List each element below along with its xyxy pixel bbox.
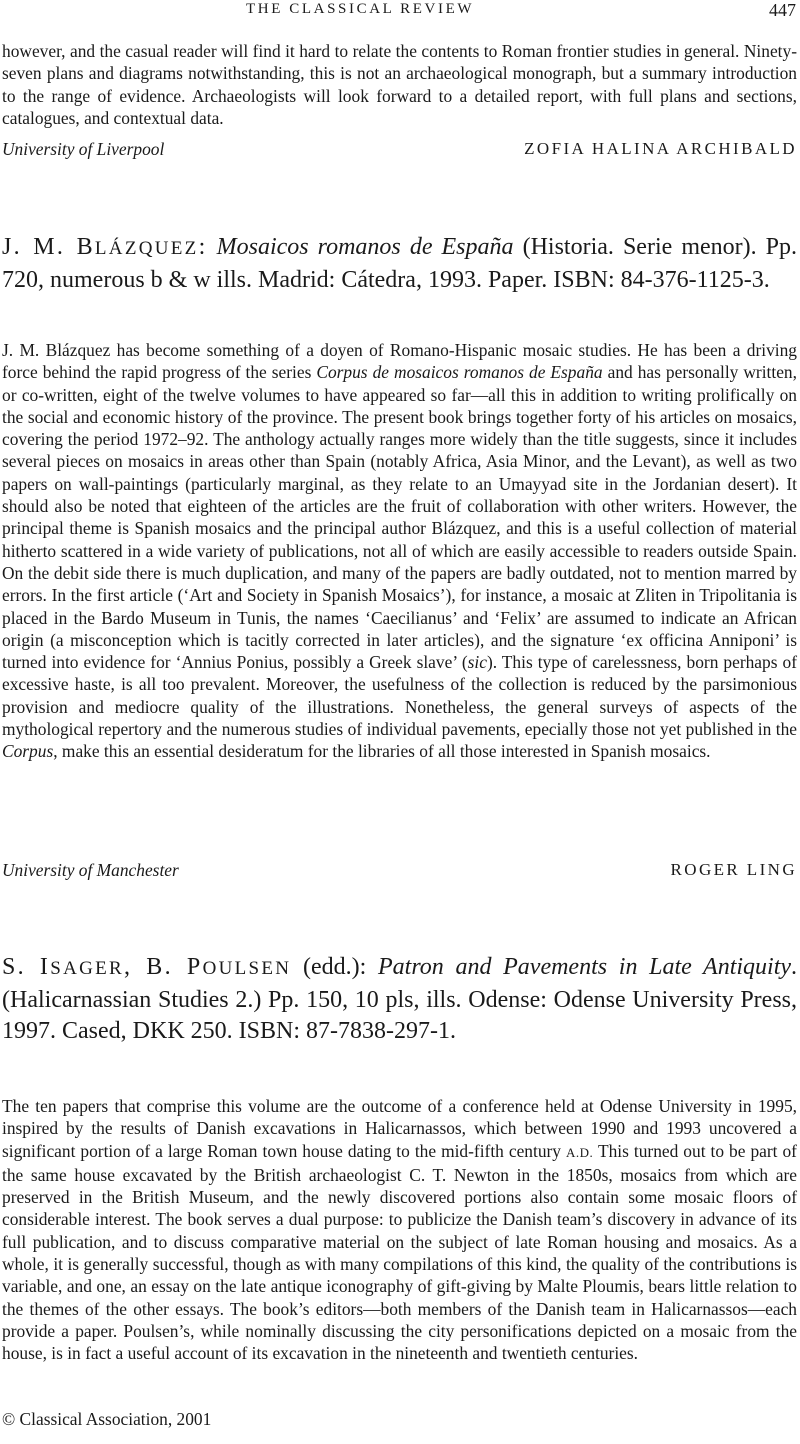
- copyright-notice: © Classical Association, 2001: [2, 1409, 212, 1429]
- review1-signature: [2, 139, 797, 163]
- page-number: 447: [769, 0, 796, 20]
- review2-author: J. M. BLÁZQUEZ:: [2, 234, 208, 260]
- review2-body: J. M. Blázquez has become something of a doyen of Romano-Hispanic mosaic studies. He has been a driving force behind the rapid progress of the series Corpus de mosaicos romanos de España and has personally written, or co-written, eight of the twelve volumes to have appeared so far—all this in addition to writing prolifically on the social and economic history of the province. The present book brings together forty of his articles on mosaics, covering the period 1972–92. The anthology actually ranges more widely than the title suggests, since it includes several pieces on mosaics in areas other than Spain (notably Africa, Asia Minor, and the Levant), as well as two papers on wall-paintings (particularly marginal, as they relate to an Umayyad site in the Jordanian desert). It should also be noted that eighteen of the articles are the fruit of collaboration with other writers. However, the principal theme is Spanish mosaics and the principal author Blázquez, and this is a useful collection of material hitherto scattered in a wide variety of publications, not all of which are easily accessible to readers outside Spain. On the debit side there is much duplication, and many of the papers are badly outdated, not to mention marred by errors. In the first article (‘Art and Society in Spanish Mosaics’), for instance, a mosaic at Zliten in Tripolitania is placed in the Bardo Museum in Tunis, the names ‘Caecilianus’ and ‘Felix’ are assumed to indicate an African origin (a misconception which is tacitly corrected in later articles), and the signature ‘ex officina Anniponi’ is turned into evidence for ‘Annius Ponius, possibly a Greek slave’ (sic). This type of carelessness, born perhaps of excessive haste, is all too prevalent. Moreover, the usefulness of the collection is reduced by the parsimonious provision and mediocre quality of the illustrations. Nonetheless, the general surveys of aspects of the mythological repertory and the numerous studies of individual pavements, epecially those not yet published in the Corpus, make this an essential desideratum for the libraries of all those interested in Spanish mosaics.: [2, 340, 797, 762]
- review1-tail-paragraph: however, and the casual reader will find it hard to relate the contents to Roman frontier studies in general. Ninety-seven plans and diagrams notwithstanding, this is not an archaeological monograph, but a summary introduction to the range of evidence. Archaeologists will look forward to a detailed report, with full plans and sections, catalogues, and contextual data.: [2, 41, 797, 128]
- review1-institution: University of Liverpool: [2, 139, 165, 159]
- review2-book-details: (Historia. Serie menor). Pp. 720, numerous b & w ills. Madrid: Cátedra, 1993. Paper. ISBN: 84-376-1125-3.: [2, 234, 798, 293]
- review3-book-title: Patron and Pavements in Late Antiquity: [378, 954, 792, 980]
- review2-reviewer: ROGER LING: [670, 860, 797, 879]
- review2-signature: [2, 860, 797, 884]
- review3-heading: S. ISAGER, B. POULSEN (edd.): Patron and Pavements in Late Antiquity. (Halicarnassian Studies 2.) Pp. 150, 10 pls, ills. Odense: Odense University Press, 1997. Cased, DKK 250. ISBN: 87-7838-297-1.: [2, 954, 798, 1044]
- review3-body: The ten papers that comprise this volume are the outcome of a conference held at Odense University in 1995, inspired by the results of Danish excavations in Halicarnassos, which between 1990 and 1993 uncovered a significant portion of a large Roman town house dating to the mid-fifth century A.D. This turned out to be part of the same house excavated by the British archaeologist C. T. Newton in the 1850s, mosaics from which are preserved in the British Museum, and the newly discovered portions also contain some mosaic floors of considerable interest. The book serves a dual purpose: to publicize the Danish team’s discovery in advance of its full publication, and to discuss comparative material on the subject of late Roman housing and mosaics. As a whole, it is generally successful, though as with many compilations of this kind, the quality of the contributions is variable, and one, an essay on the late antique iconography of gift-giving by Malte Ploumis, bears little relation to the themes of the other essays. The book’s editors—both members of the Danish team in Halicarnassos—each provide a paper. Poulsen’s, while nominally discussing the city personifications depicted on a mosaic from the house, is in fact a useful account of its excavation in the nineteenth and twentieth centuries.: [2, 1096, 797, 1364]
- review2-institution: University of Manchester: [2, 860, 179, 880]
- review2-heading: [2, 232, 797, 296]
- review3-book-details: . (Halicarnassian Studies 2.) Pp. 150, 10 pls, ills. Odense: Odense University Press, 1997. Cased, DKK 250. ISBN: 87-7838-297-1.: [2, 954, 798, 1044]
- running-head: THE CLASSICAL REVIEW: [246, 1, 475, 17]
- review2-book-title: Mosaicos romanos de España: [216, 234, 514, 260]
- review3-editors: S. ISAGER, B. POULSEN: [2, 954, 292, 980]
- review1-reviewer: ZOFIA HALINA ARCHIBALD: [524, 139, 797, 158]
- running-header: [0, 0, 800, 22]
